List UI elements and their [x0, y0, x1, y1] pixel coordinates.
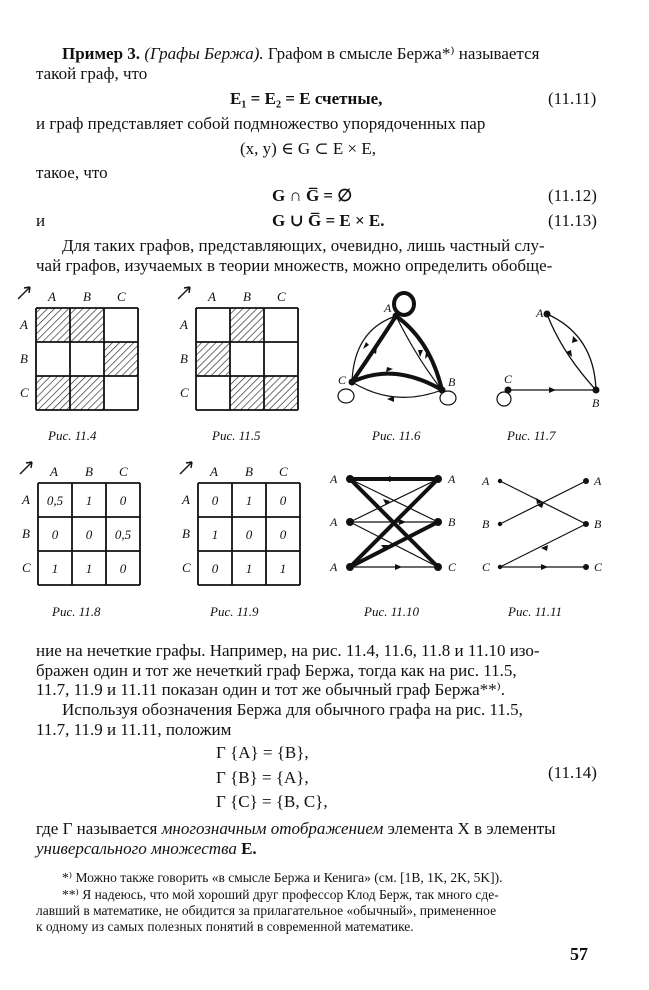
equation-number-11-11: (11.11) [548, 89, 597, 108]
cell-c-c: 0 [119, 561, 127, 576]
col-label-c: C [117, 289, 126, 304]
col-label-c: C [277, 289, 286, 304]
left-node-label-a: A [482, 474, 490, 488]
equation-number-11-13: (11.13) [548, 211, 597, 230]
cell-b-b: 0 [85, 527, 93, 542]
paragraph-4-line-2: 11.7, 11.9 и 11.11, положим [36, 720, 232, 739]
node-label-b: B [592, 396, 600, 410]
right-node-label-a: A [448, 472, 456, 486]
paragraph-2-line-1: Для таких графов, представляющих, очевидно, лишь частный слу- [62, 236, 545, 255]
cell-a-a: 0,5 [46, 493, 64, 508]
caption-11-11: Рис. 11.11 [508, 604, 563, 619]
cell-b-a: 1 [211, 527, 219, 542]
paragraph-1-line-2: такой граф, что [36, 64, 148, 83]
right-node-label-c: C [448, 560, 457, 574]
caption-11-8: Рис. 11.8 [52, 604, 101, 619]
p5-term-multivalued: многозначным отображением [161, 819, 384, 838]
cell-a-a: 0 [211, 493, 219, 508]
paragraph-3-line-3: 11.7, 11.9 и 11.11 показан один и тот же обычный граф Бержа**⁾. [36, 680, 506, 699]
row-label-a: A [22, 492, 30, 507]
example-label: Пример 3. [62, 44, 141, 63]
cell-b-b: 0 [245, 527, 253, 542]
cell-a-b: 1 [245, 493, 253, 508]
example-title: (Графы Бержа). [144, 44, 264, 63]
equation-11-12: G ∩ G̅ = ∅ [272, 186, 353, 205]
row-label-b: B [22, 526, 30, 541]
col-label-b: B [85, 464, 93, 479]
left-node-label-c: A [330, 560, 338, 574]
col-label-c: C [279, 464, 288, 479]
paragraph-2-line-2: чай графов, изучаемых в теории множеств, можно определить обобще- [36, 256, 553, 275]
p5-text-a: где Γ называется [36, 819, 162, 838]
cell-a-b: 1 [85, 493, 93, 508]
caption-11-9: Рис. 11.9 [210, 604, 259, 619]
node-label-c: C [338, 373, 347, 387]
row-label-c: C [182, 560, 191, 575]
caption-11-5: Рис. 11.5 [212, 428, 261, 443]
equation-11-11: E₁ = E₂ = E счетные, [230, 89, 383, 108]
row-label-c: C [180, 385, 189, 400]
cell-a-c: 0 [279, 493, 287, 508]
cell-c-a: 0 [211, 561, 219, 576]
paragraph-1-line-1 [62, 44, 539, 64]
equation-number-11-12: (11.12) [548, 186, 597, 205]
page-number: 57 [570, 944, 588, 964]
cell-b-a: 0 [51, 527, 59, 542]
right-node-label-b: B [448, 515, 456, 529]
footnote-1: *⁾ Можно также говорить «в смысле Бержа и Кенига» (см. [1B, 1K, 2K, 5K]). [62, 870, 503, 885]
cell-c-c: 1 [279, 561, 287, 576]
footnote-2-line-2: лавший в математике, не обидится за прилагательное «обычный», примененное [36, 903, 497, 918]
col-label-a: A [50, 464, 58, 479]
row-label-c: C [20, 385, 29, 400]
col-label-b: B [83, 289, 91, 304]
right-node-label-c: C [594, 560, 603, 574]
p5-text-b: элемента X в элементы [383, 819, 556, 838]
figure-11-5-matrix [174, 285, 304, 415]
row-label-b: B [20, 351, 28, 366]
left-node-label-b: A [330, 515, 338, 529]
line-ordered-pairs: и граф представляет собой подмножество упорядоченных пар [36, 114, 486, 133]
left-node-label-c: C [482, 560, 491, 574]
cell-c-a: 1 [51, 561, 59, 576]
row-label-a: A [20, 317, 28, 332]
col-label-a: A [208, 289, 216, 304]
left-node-label-b: B [482, 517, 490, 531]
row-label-b: B [182, 526, 190, 541]
footnote-2-line-3: к одному из самых полезных понятий в современной математике. [36, 919, 414, 934]
paragraph-3-line-1: ние на нечеткие графы. Например, на рис. 11.4, 11.6, 11.8 и 11.10 изо- [36, 641, 540, 660]
figure-11-4-matrix [14, 285, 144, 415]
left-node-label-a: A [330, 472, 338, 486]
node-label-a: A [384, 301, 392, 315]
figure-11-7-graph [494, 295, 614, 415]
right-node-label-a: A [594, 474, 602, 488]
cell-c-b: 1 [85, 561, 93, 576]
caption-11-4: Рис. 11.4 [48, 428, 97, 443]
caption-11-6: Рис. 11.6 [372, 428, 421, 443]
node-label-a: A [536, 306, 544, 320]
paragraph-4-line-1: Используя обозначения Бержа для обычного графа на рис. 11.5, [62, 700, 523, 719]
caption-11-7: Рис. 11.7 [507, 428, 556, 443]
figure-11-8-matrix [16, 460, 146, 590]
cell-a-c: 0 [119, 493, 127, 508]
col-label-b: B [245, 464, 253, 479]
figure-11-10-bipartite [326, 465, 466, 585]
equation-11-13-prefix: и [36, 211, 46, 230]
row-label-a: A [180, 317, 188, 332]
row-label-a: A [182, 492, 190, 507]
paragraph-5-line-1 [36, 819, 556, 839]
equation-pairs: (x, y) ∈ G ⊂ E × E, [240, 139, 377, 158]
figure-11-11-bipartite [476, 465, 616, 585]
footnote-2-line-1: **⁾ Я надеюсь, что мой хороший друг профессор Клод Берж, так много сде- [62, 887, 499, 902]
col-label-a: A [210, 464, 218, 479]
node-label-b: B [448, 375, 456, 389]
equation-11-14-line-1: Γ {A} = {B}, [216, 743, 309, 762]
col-label-c: C [119, 464, 128, 479]
paragraph-5-line-2 [36, 839, 257, 859]
equation-11-13: G ∪ G̅ = E × E. [272, 211, 385, 230]
equation-number-11-14: (11.14) [548, 763, 597, 782]
paragraph-3-line-2: бражен один и тот же нечеткий граф Бержа, тогда как на рис. 11.5, [36, 661, 517, 680]
node-label-c: C [504, 372, 513, 386]
figure-11-6-graph [334, 290, 469, 420]
equation-11-14-line-2: Γ {B} = {A}, [216, 768, 309, 787]
figure-11-9-matrix [176, 460, 306, 590]
example-text: Графом в смысле Бержа*⁾ называется [263, 44, 540, 63]
col-label-b: B [243, 289, 251, 304]
line-such-that: такое, что [36, 163, 108, 182]
equation-11-14-line-3: Γ {C} = {B, C}, [216, 792, 328, 811]
cell-b-c: 0 [279, 527, 287, 542]
right-node-label-b: B [594, 517, 602, 531]
caption-11-10: Рис. 11.10 [364, 604, 419, 619]
row-label-c: C [22, 560, 31, 575]
col-label-a: A [48, 289, 56, 304]
row-label-b: B [180, 351, 188, 366]
p5-set-e: E. [236, 839, 257, 858]
cell-b-c: 0,5 [114, 527, 132, 542]
p5-term-universal-set: универсального множества [36, 839, 237, 858]
cell-c-b: 1 [245, 561, 253, 576]
